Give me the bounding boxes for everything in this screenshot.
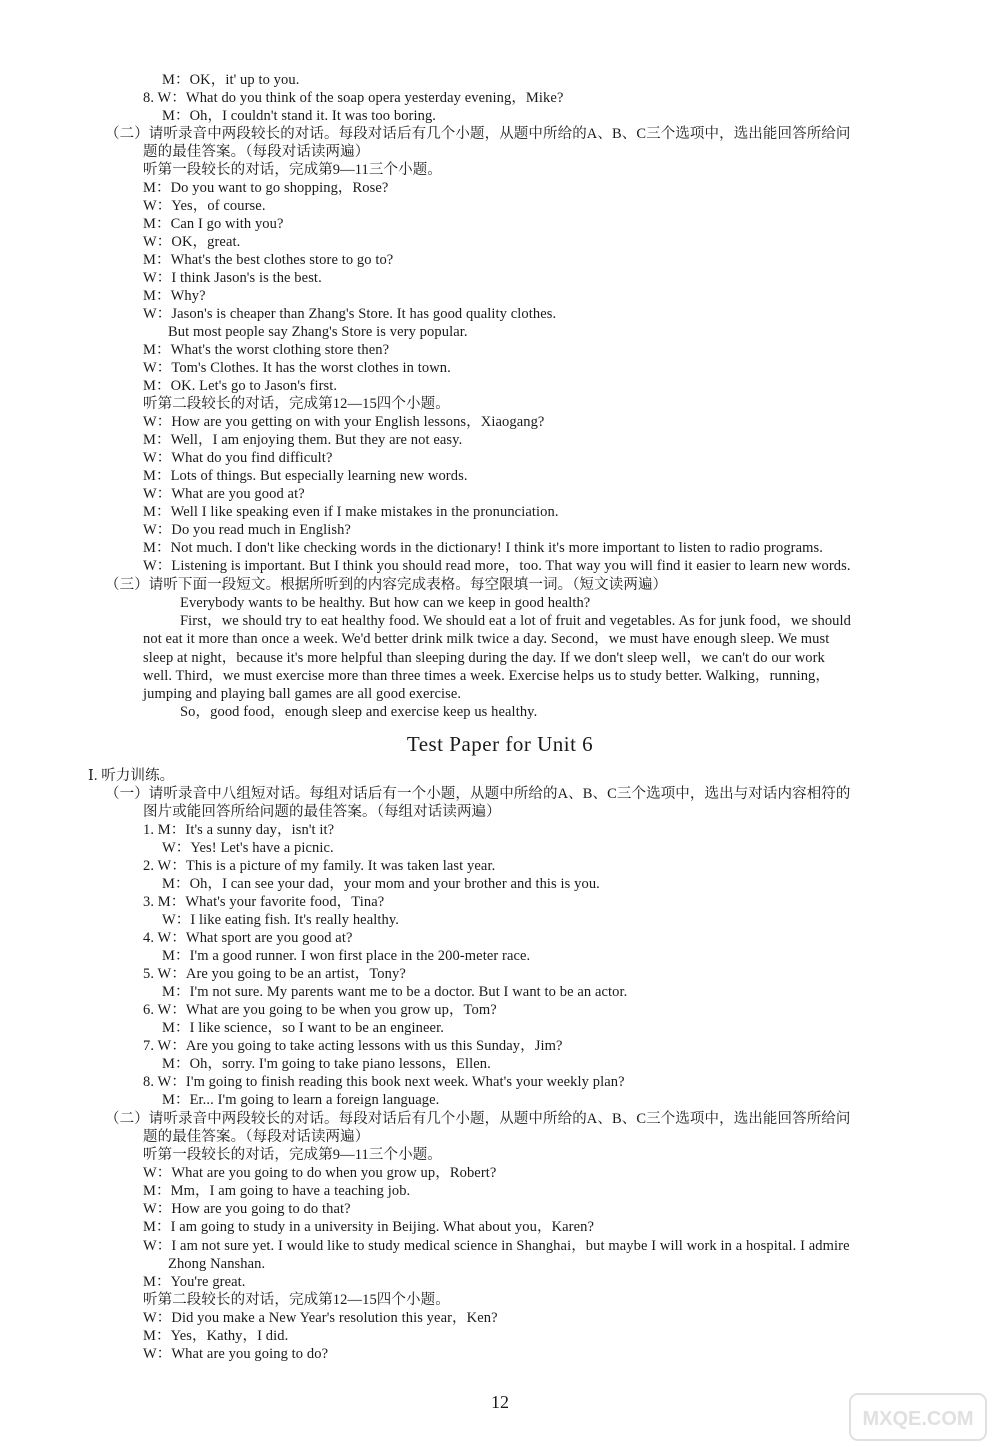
- instruction-line: 听第二段较长的对话，完成第12—15四个小题。: [143, 396, 450, 412]
- passage-line: not eat it more than once a week. We'd better drink milk twice a day. Second，we must have enough sleep. We must: [143, 631, 830, 647]
- instruction-line: 听第二段较长的对话，完成第12—15四个小题。: [143, 1292, 450, 1308]
- text-line: W：Tom's Clothes. It has the worst clothes in town.: [143, 360, 451, 376]
- text-line: M：Well I like speaking even if I make mistakes in the pronunciation.: [143, 504, 559, 520]
- text-line: M：I'm a good runner. I won first place in the 200-meter race.: [162, 948, 531, 964]
- text-line: M：Not much. I don't like checking words in the dictionary! I think it's more important to listen to radio programs.: [143, 540, 823, 556]
- text-line: 8. W：I'm going to finish reading this book next week. What's your weekly plan?: [143, 1074, 625, 1090]
- text-line: M：I'm not sure. My parents want me to be a doctor. But I want to be an actor.: [162, 984, 628, 1000]
- unit-title: Test Paper for Unit 6: [406, 732, 594, 756]
- text-line: W：Yes，of course.: [143, 198, 266, 214]
- text-line: W：What do you find difficult?: [143, 450, 333, 466]
- page-number: 12: [491, 1392, 509, 1412]
- section-heading: （二）请听录音中两段较长的对话。每段对话后有几个小题，从题中所给的A、B、C三个选项中，选出能回答所给问: [105, 1111, 851, 1127]
- instruction-line: 听第一段较长的对话，完成第9—11三个小题。: [143, 1147, 442, 1163]
- text-line: 1. M：It's a sunny day，isn't it?: [143, 822, 335, 838]
- section-heading: 题的最佳答案。（每段对话读两遍）: [143, 1129, 370, 1145]
- passage-line: sleep at night，because it's more helpful than sleeping during the day. If we don't sleep well，we can't do our work: [143, 650, 825, 666]
- passage-line: well. Third，we must exercise more than three times a week. Exercise helps us to study better. Walking，running，: [143, 668, 831, 684]
- text-line: M：You're great.: [143, 1274, 246, 1290]
- text-line: M：Er... I'm going to learn a foreign language.: [162, 1092, 440, 1108]
- text-line: M：OK，it' up to you.: [162, 72, 300, 88]
- section-heading: （二）请听录音中两段较长的对话。每段对话后有几个小题，从题中所给的A、B、C三个选项中，选出能回答所给问: [105, 126, 851, 142]
- text-line: W：Yes! Let's have a picnic.: [162, 840, 334, 856]
- text-line: Zhong Nanshan.: [168, 1256, 266, 1272]
- text-line: W：Did you make a New Year's resolution this year，Ken?: [143, 1310, 498, 1326]
- text-line: M：I am going to study in a university in Beijing. What about you，Karen?: [143, 1219, 595, 1235]
- watermark-logo: [848, 1392, 988, 1442]
- section-heading: （一）请听录音中八组短对话。每组对话后有一个小题，从题中所给的A、B、C三个选项中，选出与对话内容相符的: [105, 786, 851, 802]
- passage-line: So，good food，enough sleep and exercise keep us healthy.: [180, 704, 538, 720]
- text-line: M：What's the best clothes store to go to?: [143, 252, 394, 268]
- text-line: 2. W：This is a picture of my family. It was taken last year.: [143, 858, 496, 874]
- passage-line: First，we should try to eat healthy food. We should eat a lot of fruit and vegetables. As for junk food，we should: [180, 613, 852, 629]
- text-line: M：Mm，I am going to have a teaching job.: [143, 1183, 411, 1199]
- section-heading: （三）请听下面一段短文。根据所听到的内容完成表格。每空限填一词。（短文读两遍）: [105, 577, 668, 593]
- text-line: W：What are you going to do when you grow up，Robert?: [143, 1165, 497, 1181]
- text-line: W：How are you getting on with your English lessons，Xiaogang?: [143, 414, 545, 430]
- text-line: M：Do you want to go shopping，Rose?: [143, 180, 389, 196]
- text-line: W：I like eating fish. It's really healthy.: [162, 912, 399, 928]
- text-line: W：Listening is important. But I think you should read more，too. That way you will find it easier to learn new words.: [143, 558, 851, 574]
- text-line: 3. M：What's your favorite food，Tina?: [143, 894, 385, 910]
- text-line: W：I think Jason's is the best.: [143, 270, 322, 286]
- text-line: W：Jason's is cheaper than Zhang's Store. It has good quality clothes.: [143, 306, 557, 322]
- text-line: M：Oh，I couldn't stand it. It was too boring.: [162, 108, 437, 124]
- text-line: M：Oh，sorry. I'm going to take piano lessons，Ellen.: [162, 1056, 491, 1072]
- text-line: M：Can I go with you?: [143, 216, 284, 232]
- text-line: M：OK. Let's go to Jason's first.: [143, 378, 338, 394]
- text-line: But most people say Zhang's Store is very popular.: [168, 324, 468, 340]
- text-line: 4. W：What sport are you good at?: [143, 930, 353, 946]
- text-line: 8. W：What do you think of the soap opera yesterday evening，Mike?: [143, 90, 564, 106]
- text-line: W：How are you going to do that?: [143, 1201, 351, 1217]
- text-line: 5. W：Are you going to be an artist，Tony?: [143, 966, 406, 982]
- text-line: M：I like science，so I want to be an engineer.: [162, 1020, 444, 1036]
- passage-line: jumping and playing ball games are all good exercise.: [143, 686, 462, 702]
- text-line: W：What are you going to do?: [143, 1346, 329, 1362]
- text-line: W：Do you read much in English?: [143, 522, 351, 538]
- section-heading: 题的最佳答案。（每段对话读两遍）: [143, 144, 370, 160]
- section-heading: 图片或能回答所给问题的最佳答案。（每组对话读两遍）: [143, 804, 501, 820]
- text-line: 6. W：What are you going to be when you grow up，Tom?: [143, 1002, 497, 1018]
- text-line: M：What's the worst clothing store then?: [143, 342, 390, 358]
- text-line: M：Yes，Kathy，I did.: [143, 1328, 289, 1344]
- text-line: M：Well，I am enjoying them. But they are not easy.: [143, 432, 463, 448]
- instruction-line: 听第一段较长的对话，完成第9—11三个小题。: [143, 162, 442, 178]
- passage-line: Everybody wants to be healthy. But how can we keep in good health?: [180, 595, 591, 611]
- text-line: M：Why?: [143, 288, 206, 304]
- part-heading: Ⅰ. 听力训练。: [88, 768, 175, 784]
- text-line: W：OK，great.: [143, 234, 241, 250]
- text-line: 7. W：Are you going to take acting lessons with us this Sunday，Jim?: [143, 1038, 563, 1054]
- watermark-text: MXQE.COM: [862, 1408, 974, 1430]
- text-line: M：Oh，I can see your dad，your mom and your brother and this is you.: [162, 876, 600, 892]
- text-line: M：Lots of things. But especially learning new words.: [143, 468, 468, 484]
- text-line: W：What are you good at?: [143, 486, 305, 502]
- text-line: W：I am not sure yet. I would like to study medical science in Shanghai，but maybe I will work in a hospital. I admire: [143, 1238, 850, 1254]
